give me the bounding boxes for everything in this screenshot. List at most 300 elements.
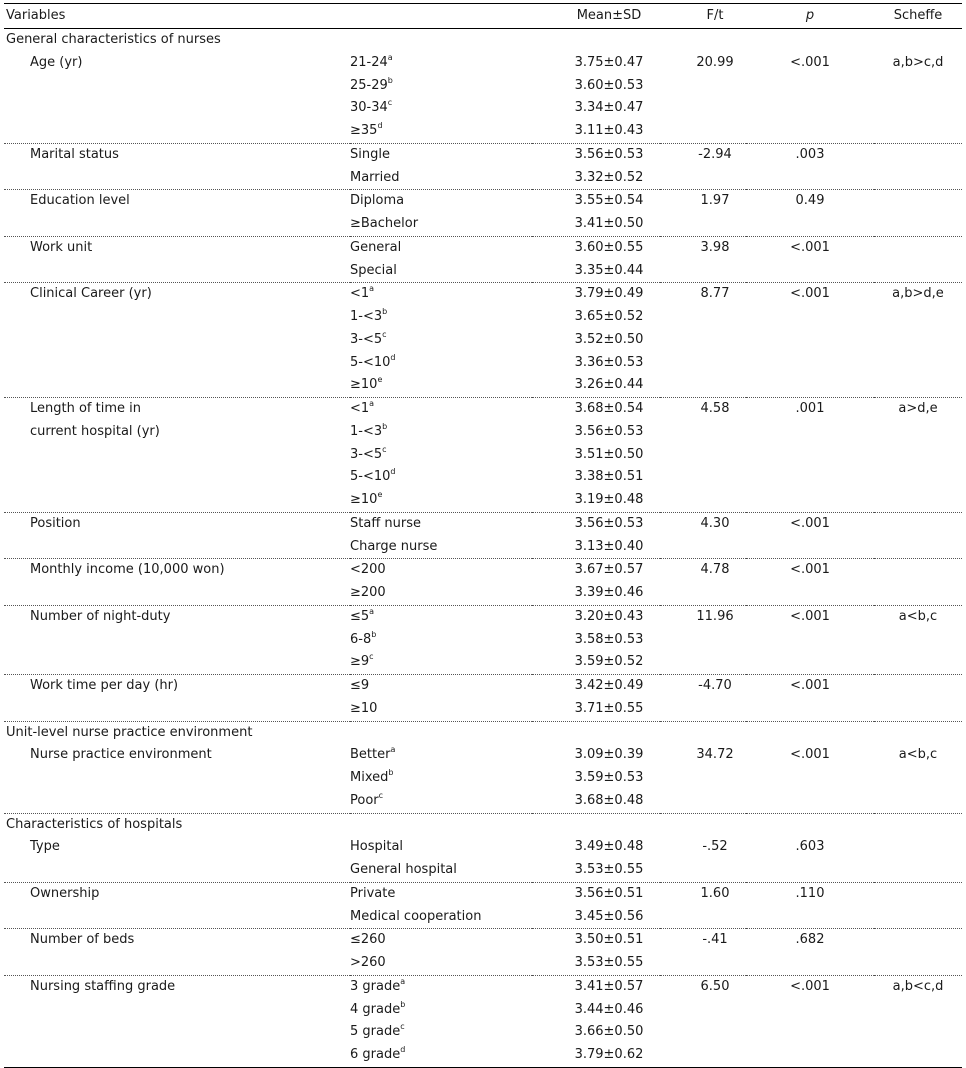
header-row bbox=[4, 4, 962, 29]
footnote-marker: b bbox=[382, 307, 388, 316]
table-row bbox=[4, 952, 962, 975]
scheffe-cell bbox=[874, 512, 962, 535]
mean-sd-cell bbox=[532, 629, 660, 652]
category-cell bbox=[350, 398, 532, 421]
mean-sd-cell bbox=[532, 836, 660, 859]
f-t-cell-text: 34.72 bbox=[696, 747, 734, 763]
category-cell-text: 6 grade bbox=[350, 1047, 401, 1062]
mean-sd-cell bbox=[532, 906, 660, 929]
mean-sd-cell-text: 3.60±0.55 bbox=[574, 239, 644, 255]
mean-sd-cell-text: 3.79±0.62 bbox=[574, 1047, 644, 1062]
f-t-cell-text: -2.94 bbox=[698, 146, 732, 162]
scheffe-cell bbox=[874, 306, 962, 329]
f-t-cell-text: 4.30 bbox=[700, 515, 730, 531]
category-cell-text: Special bbox=[350, 262, 397, 278]
variable-cell-text: Clinical Career (yr) bbox=[30, 286, 152, 302]
scheffe-cell bbox=[874, 236, 962, 259]
p-value-cell bbox=[746, 906, 874, 929]
p-value-cell-text: .001 bbox=[795, 401, 825, 416]
p-value-cell bbox=[746, 512, 874, 535]
category-cell-text: Hospital bbox=[350, 839, 404, 855]
mean-sd-cell bbox=[532, 882, 660, 905]
scheffe-cell bbox=[874, 651, 962, 674]
category-cell bbox=[350, 283, 532, 306]
p-value-cell bbox=[746, 143, 874, 166]
p-value-cell bbox=[746, 767, 874, 790]
category-cell bbox=[350, 975, 532, 998]
scheffe-cell bbox=[874, 29, 962, 52]
p-value-cell-text: 0.49 bbox=[795, 193, 825, 209]
f-t-cell-text: 1.60 bbox=[700, 885, 730, 901]
results-table bbox=[4, 3, 962, 1068]
variable-cell-text: Work time per day (hr) bbox=[30, 678, 179, 693]
category-cell-text: 5 grade bbox=[350, 1024, 401, 1040]
variable-cell-text: Number of night-duty bbox=[30, 608, 171, 624]
f-t-cell bbox=[660, 1021, 746, 1044]
f-t-cell bbox=[660, 190, 746, 213]
mean-sd-cell-text: 3.71±0.55 bbox=[574, 700, 644, 716]
p-value-cell bbox=[746, 605, 874, 628]
mean-sd-cell bbox=[532, 790, 660, 813]
mean-sd-cell bbox=[532, 1044, 660, 1067]
p-value-cell bbox=[746, 398, 874, 421]
p-value-cell bbox=[746, 167, 874, 190]
p-value-cell-text: .682 bbox=[795, 932, 825, 948]
category-cell bbox=[350, 721, 532, 744]
mean-sd-cell bbox=[532, 698, 660, 721]
variable-cell-text: Age (yr) bbox=[30, 54, 83, 70]
f-t-cell bbox=[660, 605, 746, 628]
f-t-cell bbox=[660, 236, 746, 259]
mean-sd-cell-text: 3.56±0.53 bbox=[574, 423, 644, 439]
variable-cell-text: General characteristics of nurses bbox=[6, 32, 221, 47]
mean-sd-cell bbox=[532, 260, 660, 283]
category-cell bbox=[350, 651, 532, 674]
footnote-marker: e bbox=[377, 375, 383, 385]
mean-sd-cell bbox=[532, 999, 660, 1022]
scheffe-cell bbox=[874, 582, 962, 605]
footnote-marker: d bbox=[400, 1045, 406, 1054]
category-cell-text: Poor bbox=[350, 792, 379, 808]
scheffe-cell bbox=[874, 120, 962, 143]
scheffe-cell bbox=[874, 836, 962, 859]
table-row bbox=[4, 859, 962, 882]
f-t-cell bbox=[660, 143, 746, 166]
mean-sd-cell bbox=[532, 767, 660, 790]
p-value-cell bbox=[746, 882, 874, 905]
category-cell bbox=[350, 512, 532, 535]
mean-sd-cell-text: 3.09±0.39 bbox=[574, 747, 644, 763]
variable-cell-text: Ownership bbox=[30, 885, 100, 901]
category-cell-text: ≥Bachelor bbox=[350, 216, 419, 231]
category-cell-text: Private bbox=[350, 885, 396, 901]
category-cell-text: 25-29 bbox=[350, 77, 388, 93]
table-row bbox=[4, 260, 962, 283]
category-cell bbox=[350, 466, 532, 489]
f-t-cell bbox=[660, 536, 746, 559]
variable-cell bbox=[4, 75, 350, 98]
table-row bbox=[4, 236, 962, 259]
category-cell bbox=[350, 213, 532, 236]
p-value-cell bbox=[746, 975, 874, 998]
category-cell-text: Charge nurse bbox=[350, 538, 438, 554]
mean-sd-cell-text: 3.53±0.55 bbox=[574, 955, 644, 970]
variable-cell bbox=[4, 1021, 350, 1044]
scheffe-cell bbox=[874, 260, 962, 283]
variable-cell bbox=[4, 421, 350, 444]
mean-sd-cell-text: 3.34±0.47 bbox=[574, 100, 644, 116]
category-cell-text: 3-<5 bbox=[350, 446, 383, 462]
category-cell-text: General hospital bbox=[350, 862, 457, 877]
p-value-cell bbox=[746, 929, 874, 952]
scheffe-cell bbox=[874, 952, 962, 975]
footnote-marker: b bbox=[387, 75, 393, 85]
variable-cell bbox=[4, 97, 350, 120]
p-value-cell bbox=[746, 651, 874, 674]
scheffe-cell-text: a<b,c bbox=[898, 747, 938, 763]
category-cell bbox=[350, 952, 532, 975]
p-value-cell bbox=[746, 952, 874, 975]
table-row bbox=[4, 790, 962, 813]
mean-sd-cell-text: 3.35±0.44 bbox=[574, 262, 644, 278]
table-row bbox=[4, 329, 962, 352]
category-cell-text: <200 bbox=[350, 562, 386, 578]
scheffe-cell bbox=[874, 767, 962, 790]
category-cell bbox=[350, 75, 532, 98]
p-value-cell bbox=[746, 306, 874, 329]
f-t-cell bbox=[660, 306, 746, 329]
category-cell-text: Single bbox=[350, 146, 390, 162]
scheffe-cell bbox=[874, 143, 962, 166]
f-t-cell bbox=[660, 29, 746, 52]
table-row bbox=[4, 1021, 962, 1044]
header-category bbox=[350, 4, 532, 29]
mean-sd-cell-text: 3.13±0.40 bbox=[574, 538, 644, 554]
category-cell-text: Mixed bbox=[350, 770, 389, 785]
f-t-cell bbox=[660, 813, 746, 836]
scheffe-cell bbox=[874, 97, 962, 120]
mean-sd-cell-text: 3.67±0.57 bbox=[574, 562, 644, 578]
f-t-cell-text: 3.98 bbox=[700, 239, 730, 255]
table-row bbox=[4, 698, 962, 721]
mean-sd-cell-text: 3.52±0.50 bbox=[574, 331, 644, 347]
category-cell-text: 3-<5 bbox=[350, 331, 383, 347]
f-t-cell bbox=[660, 836, 746, 859]
variable-cell-text: current hospital (yr) bbox=[30, 423, 160, 439]
variable-cell bbox=[4, 489, 350, 512]
mean-sd-cell-text: 3.68±0.48 bbox=[574, 792, 644, 808]
category-cell-text: ≥200 bbox=[350, 585, 386, 600]
variable-cell bbox=[4, 260, 350, 283]
scheffe-cell bbox=[874, 813, 962, 836]
f-t-cell bbox=[660, 374, 746, 397]
variable-cell-text: Number of beds bbox=[30, 932, 135, 948]
variable-cell bbox=[4, 120, 350, 143]
scheffe-cell bbox=[874, 882, 962, 905]
mean-sd-cell-text: 3.60±0.53 bbox=[574, 77, 644, 93]
category-cell-text: Diploma bbox=[350, 193, 405, 209]
table-row bbox=[4, 421, 962, 444]
variable-cell-text: Type bbox=[30, 839, 60, 855]
mean-sd-cell bbox=[532, 143, 660, 166]
variable-cell bbox=[4, 767, 350, 790]
mean-sd-cell-text: 3.58±0.53 bbox=[574, 631, 644, 647]
p-value-cell bbox=[746, 190, 874, 213]
f-t-cell bbox=[660, 698, 746, 721]
mean-sd-cell-text: 3.51±0.50 bbox=[574, 446, 644, 462]
scheffe-cell-text: a,b<c,d bbox=[892, 978, 944, 994]
category-cell-text: 5-<10 bbox=[350, 469, 391, 485]
p-value-cell-text: .603 bbox=[795, 839, 825, 855]
variable-cell-text: Length of time in bbox=[30, 401, 141, 416]
mean-sd-cell bbox=[532, 306, 660, 329]
footnote-marker: b bbox=[371, 629, 377, 639]
scheffe-cell bbox=[874, 698, 962, 721]
mean-sd-cell-text: 3.41±0.57 bbox=[574, 978, 644, 994]
table-row bbox=[4, 813, 962, 836]
p-value-cell bbox=[746, 421, 874, 444]
mean-sd-cell-text: 3.56±0.53 bbox=[574, 515, 644, 531]
category-cell bbox=[350, 29, 532, 52]
header-f-t: F/t bbox=[660, 4, 746, 29]
category-cell bbox=[350, 143, 532, 166]
scheffe-cell bbox=[874, 52, 962, 75]
footnote-marker: d bbox=[390, 352, 396, 362]
variable-cell bbox=[4, 329, 350, 352]
table-row bbox=[4, 489, 962, 512]
mean-sd-cell-text: 3.44±0.46 bbox=[574, 1001, 644, 1017]
f-t-cell bbox=[660, 975, 746, 998]
category-cell bbox=[350, 190, 532, 213]
variable-cell bbox=[4, 29, 350, 52]
scheffe-cell bbox=[874, 466, 962, 489]
category-cell bbox=[350, 767, 532, 790]
category-cell bbox=[350, 352, 532, 375]
scheffe-cell bbox=[874, 675, 962, 698]
p-value-cell bbox=[746, 75, 874, 98]
category-cell-text: 30-34 bbox=[350, 100, 388, 116]
category-cell bbox=[350, 329, 532, 352]
p-value-cell bbox=[746, 859, 874, 882]
category-cell bbox=[350, 629, 532, 652]
header-p: p bbox=[746, 4, 874, 29]
footnote-marker: a bbox=[387, 52, 393, 62]
p-value-cell bbox=[746, 675, 874, 698]
table-row bbox=[4, 444, 962, 467]
variable-cell-text: Education level bbox=[30, 193, 130, 209]
mean-sd-cell bbox=[532, 97, 660, 120]
footnote-marker: b bbox=[400, 999, 406, 1009]
mean-sd-cell bbox=[532, 466, 660, 489]
category-cell-text: 5-<10 bbox=[350, 354, 391, 370]
mean-sd-cell-text: 3.45±0.56 bbox=[574, 908, 644, 924]
variable-cell bbox=[4, 213, 350, 236]
f-t-cell bbox=[660, 260, 746, 283]
category-cell-text: 6-8 bbox=[350, 631, 372, 647]
scheffe-cell bbox=[874, 444, 962, 467]
table-row bbox=[4, 651, 962, 674]
table-row bbox=[4, 143, 962, 166]
p-value-cell-text: .003 bbox=[795, 146, 825, 162]
p-value-cell bbox=[746, 52, 874, 75]
p-value-cell bbox=[746, 236, 874, 259]
variable-cell-text: Position bbox=[30, 515, 81, 531]
variable-cell bbox=[4, 952, 350, 975]
category-cell bbox=[350, 52, 532, 75]
f-t-cell bbox=[660, 882, 746, 905]
variable-cell bbox=[4, 744, 350, 767]
mean-sd-cell bbox=[532, 651, 660, 674]
mean-sd-cell-text: 3.41±0.50 bbox=[574, 216, 644, 231]
mean-sd-cell bbox=[532, 167, 660, 190]
table-row bbox=[4, 721, 962, 744]
variable-cell bbox=[4, 1044, 350, 1067]
f-t-cell-text: 6.50 bbox=[700, 978, 730, 994]
variable-cell bbox=[4, 651, 350, 674]
mean-sd-cell bbox=[532, 975, 660, 998]
scheffe-cell bbox=[874, 1021, 962, 1044]
variable-cell bbox=[4, 721, 350, 744]
p-value-cell bbox=[746, 329, 874, 352]
mean-sd-cell-text: 3.49±0.48 bbox=[574, 839, 644, 855]
f-t-cell bbox=[660, 283, 746, 306]
table-row bbox=[4, 536, 962, 559]
f-t-cell-text: 11.96 bbox=[696, 608, 734, 624]
category-cell-text: ≤260 bbox=[350, 932, 386, 948]
header-scheffe: Scheffe bbox=[874, 4, 962, 29]
category-cell-text: Staff nurse bbox=[350, 515, 421, 531]
variable-cell bbox=[4, 698, 350, 721]
variable-cell-text: Work unit bbox=[30, 239, 93, 255]
mean-sd-cell-text: 3.79±0.49 bbox=[574, 286, 644, 302]
category-cell bbox=[350, 536, 532, 559]
f-t-cell bbox=[660, 582, 746, 605]
p-value-cell bbox=[746, 813, 874, 836]
table-row bbox=[4, 559, 962, 582]
f-t-cell bbox=[660, 97, 746, 120]
p-value-cell bbox=[746, 744, 874, 767]
variable-cell-text: Marital status bbox=[30, 146, 119, 162]
table-row bbox=[4, 97, 962, 120]
scheffe-cell bbox=[874, 329, 962, 352]
scheffe-cell bbox=[874, 859, 962, 882]
p-value-cell-text: <.001 bbox=[790, 678, 830, 693]
category-cell bbox=[350, 421, 532, 444]
f-t-cell-text: 1.97 bbox=[700, 193, 730, 209]
mean-sd-cell bbox=[532, 421, 660, 444]
variable-cell bbox=[4, 167, 350, 190]
p-value-cell-text: <.001 bbox=[790, 978, 830, 994]
variable-cell bbox=[4, 629, 350, 652]
category-cell bbox=[350, 744, 532, 767]
scheffe-cell bbox=[874, 629, 962, 652]
f-t-cell bbox=[660, 651, 746, 674]
footnote-marker: b bbox=[388, 768, 394, 777]
mean-sd-cell bbox=[532, 75, 660, 98]
category-cell bbox=[350, 675, 532, 698]
variable-cell bbox=[4, 929, 350, 952]
mean-sd-cell bbox=[532, 512, 660, 535]
p-value-cell bbox=[746, 213, 874, 236]
variable-cell bbox=[4, 398, 350, 421]
scheffe-cell bbox=[874, 605, 962, 628]
category-cell bbox=[350, 559, 532, 582]
p-value-cell bbox=[746, 836, 874, 859]
p-value-cell bbox=[746, 1044, 874, 1067]
scheffe-cell bbox=[874, 790, 962, 813]
scheffe-cell-text: a,b>d,e bbox=[892, 286, 944, 302]
table-body bbox=[4, 29, 962, 1068]
mean-sd-cell-text: 3.11±0.43 bbox=[574, 123, 644, 138]
variable-cell bbox=[4, 306, 350, 329]
footnote-marker: a bbox=[369, 606, 375, 616]
p-value-cell bbox=[746, 790, 874, 813]
variable-cell-text: Monthly income (10,000 won) bbox=[30, 562, 225, 578]
category-cell-text: 3 grade bbox=[350, 978, 401, 994]
mean-sd-cell bbox=[532, 190, 660, 213]
table-row bbox=[4, 466, 962, 489]
table-row bbox=[4, 582, 962, 605]
table-row bbox=[4, 999, 962, 1022]
category-cell-text: 21-24 bbox=[350, 54, 388, 70]
variable-cell bbox=[4, 882, 350, 905]
scheffe-cell bbox=[874, 999, 962, 1022]
f-t-cell-text: -.52 bbox=[702, 839, 728, 855]
category-cell bbox=[350, 489, 532, 512]
category-cell-text: 1-<3 bbox=[350, 309, 383, 324]
mean-sd-cell bbox=[532, 1021, 660, 1044]
mean-sd-cell bbox=[532, 52, 660, 75]
category-cell bbox=[350, 1044, 532, 1067]
p-value-cell-text: <.001 bbox=[790, 286, 830, 302]
table-row bbox=[4, 744, 962, 767]
variable-cell bbox=[4, 859, 350, 882]
mean-sd-cell bbox=[532, 559, 660, 582]
footnote-marker: a bbox=[400, 976, 406, 986]
mean-sd-cell-text: 3.68±0.54 bbox=[574, 401, 644, 416]
p-value-cell bbox=[746, 536, 874, 559]
category-cell-text: General bbox=[350, 239, 402, 255]
category-cell-text: 1-<3 bbox=[350, 423, 383, 439]
table-row bbox=[4, 29, 962, 52]
category-cell bbox=[350, 374, 532, 397]
p-value-cell bbox=[746, 489, 874, 512]
category-cell bbox=[350, 582, 532, 605]
mean-sd-cell-text: 3.26±0.44 bbox=[574, 377, 644, 393]
category-cell-text: Better bbox=[350, 747, 391, 763]
variable-cell bbox=[4, 190, 350, 213]
scheffe-cell bbox=[874, 975, 962, 998]
f-t-cell bbox=[660, 999, 746, 1022]
f-t-cell bbox=[660, 512, 746, 535]
category-cell bbox=[350, 698, 532, 721]
scheffe-cell bbox=[874, 352, 962, 375]
f-t-cell-text: 4.58 bbox=[700, 401, 730, 416]
footnote-marker: c bbox=[387, 98, 393, 108]
mean-sd-cell-text: 3.75±0.47 bbox=[574, 54, 644, 70]
scheffe-cell bbox=[874, 190, 962, 213]
f-t-cell bbox=[660, 329, 746, 352]
category-cell bbox=[350, 605, 532, 628]
mean-sd-cell-text: 3.39±0.46 bbox=[574, 585, 644, 600]
footnote-marker: c bbox=[378, 790, 384, 800]
mean-sd-cell-text: 3.36±0.53 bbox=[574, 354, 644, 370]
f-t-cell bbox=[660, 120, 746, 143]
footnote-marker: a bbox=[369, 284, 375, 294]
variable-cell bbox=[4, 512, 350, 535]
category-cell-text: <1 bbox=[350, 286, 370, 302]
footnote-marker: c bbox=[382, 329, 387, 339]
